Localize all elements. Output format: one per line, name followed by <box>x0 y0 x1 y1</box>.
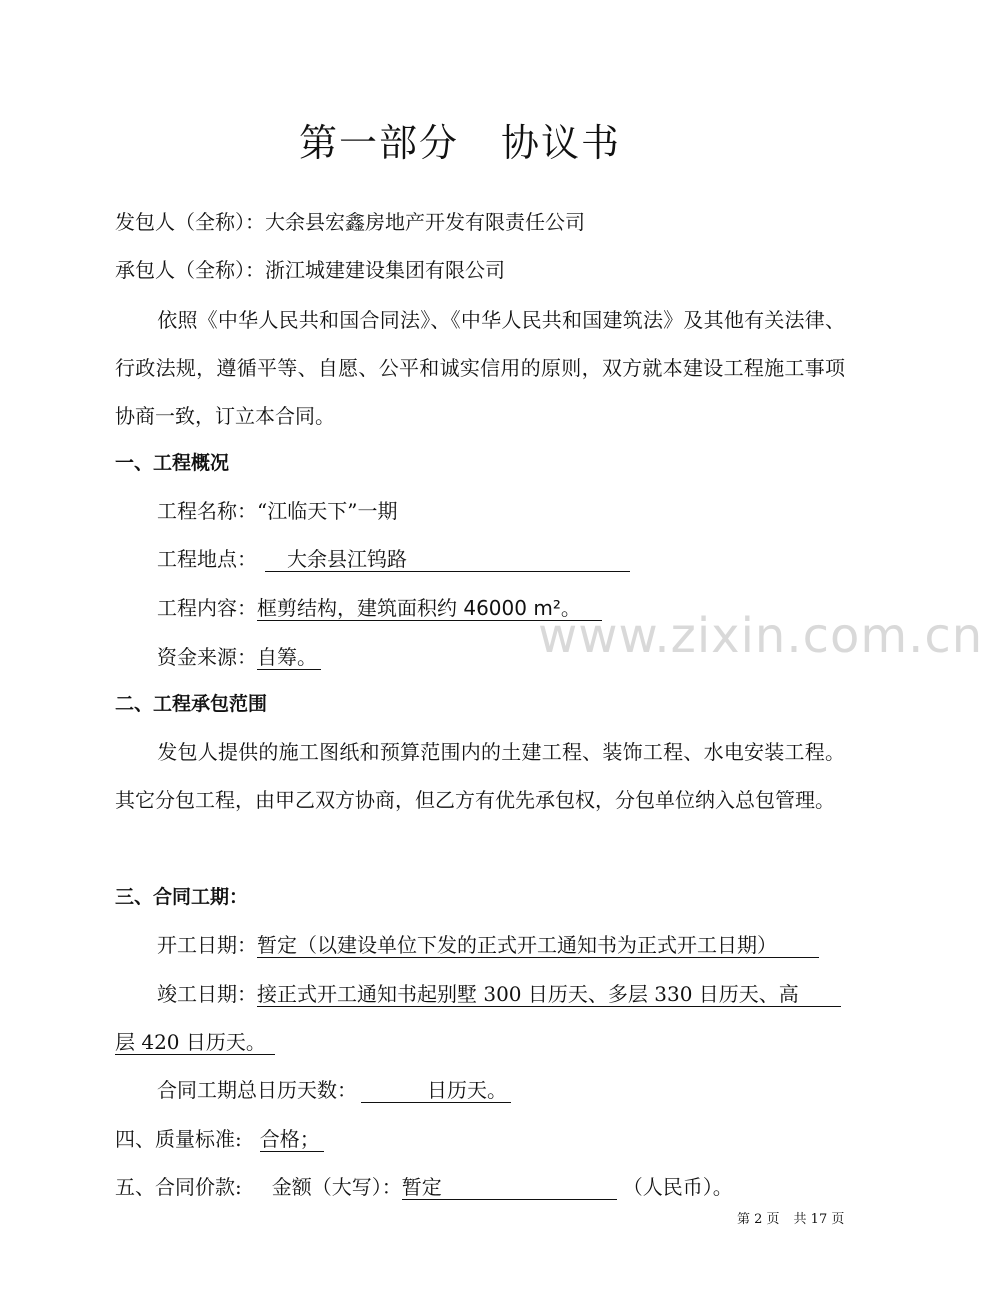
total-days-label: 合同工期总日历天数： <box>157 1078 357 1102</box>
project-site-value: 大余县江钨路 <box>265 547 630 572</box>
quality-label: 四、质量标准: <box>115 1127 242 1151</box>
finish-date-value-2: 层 420 日历天。 <box>115 1030 275 1055</box>
watermark: www.zixin.com.cn <box>538 608 983 664</box>
page-footer <box>737 1208 844 1227</box>
scope-paragraph <box>115 728 845 824</box>
start-date-value: 暂定（以建设单位下发的正式开工通知书为正式开工日期） <box>257 933 819 958</box>
total-days-line <box>157 1076 511 1104</box>
employer-line: 发包人（全称）：大余县宏鑫房地产开发有限责任公司 <box>115 210 585 234</box>
project-content-line <box>157 594 602 622</box>
intro-text: 依照《中华人民共和国合同法》、《中华人民共和国建筑法》及其他有关法律、行政法规，遵循平等、自愿、公平和诚实信用的原则，双方就本建设工程施工事项协商一致，订立本合同。 <box>115 308 845 428</box>
project-content-label: 工程内容： <box>157 596 257 620</box>
scope-text: 发包人提供的施工图纸和预算范围内的土建工程、装饰工程、水电安装工程。其它分包工程，由甲乙双方协商，但乙方有优先承包权，分包单位纳入总包管理。 <box>115 740 845 812</box>
finish-date-line-2 <box>115 1028 275 1056</box>
intro-paragraph <box>115 296 845 440</box>
title-name: 协议书 <box>501 121 622 165</box>
section1-heading: 一、工程概况 <box>115 452 230 474</box>
project-name-line <box>157 497 397 525</box>
start-date-line <box>157 931 819 959</box>
amount-label: 金额（大写）： <box>271 1175 402 1199</box>
currency-label: （人民币）。 <box>622 1175 733 1199</box>
fund-source-value: 自筹。 <box>257 645 321 670</box>
fund-source-label: 资金来源： <box>157 645 257 669</box>
section3-heading: 三、合同工期： <box>115 886 249 908</box>
contractor-line: 承包人（全称）：浙江城建建设集团有限公司 <box>115 258 505 282</box>
price-line <box>115 1173 733 1201</box>
amount-value: 暂定 <box>402 1175 617 1200</box>
project-name-value: “江临天下”一期 <box>257 499 398 523</box>
quality-value: 合格； <box>260 1127 324 1152</box>
page-number: 第 2 页 <box>737 1212 780 1227</box>
total-days-value: 日历天。 <box>361 1078 511 1103</box>
project-name-label: 工程名称： <box>157 499 257 523</box>
finish-date-value-1: 接正式开工通知书起别墅 300 日历天、多层 330 日历天、高 <box>257 982 841 1007</box>
project-content-value: 框剪结构，建筑面积约 46000 m²。 <box>257 596 602 621</box>
quality-line <box>115 1125 324 1153</box>
section2-heading: 二、工程承包范围 <box>115 693 268 715</box>
finish-date-label: 竣工日期： <box>157 982 257 1006</box>
project-site-label: 工程地点： <box>157 547 257 571</box>
price-label: 五、合同价款: <box>115 1175 242 1199</box>
fund-source-line <box>157 643 321 671</box>
start-date-label: 开工日期： <box>157 933 257 957</box>
title-part: 第一部分 <box>298 121 459 165</box>
finish-date-line <box>157 980 841 1008</box>
page-total: 共 17 页 <box>793 1212 845 1227</box>
page-title <box>0 112 920 167</box>
project-site-line <box>157 545 630 573</box>
